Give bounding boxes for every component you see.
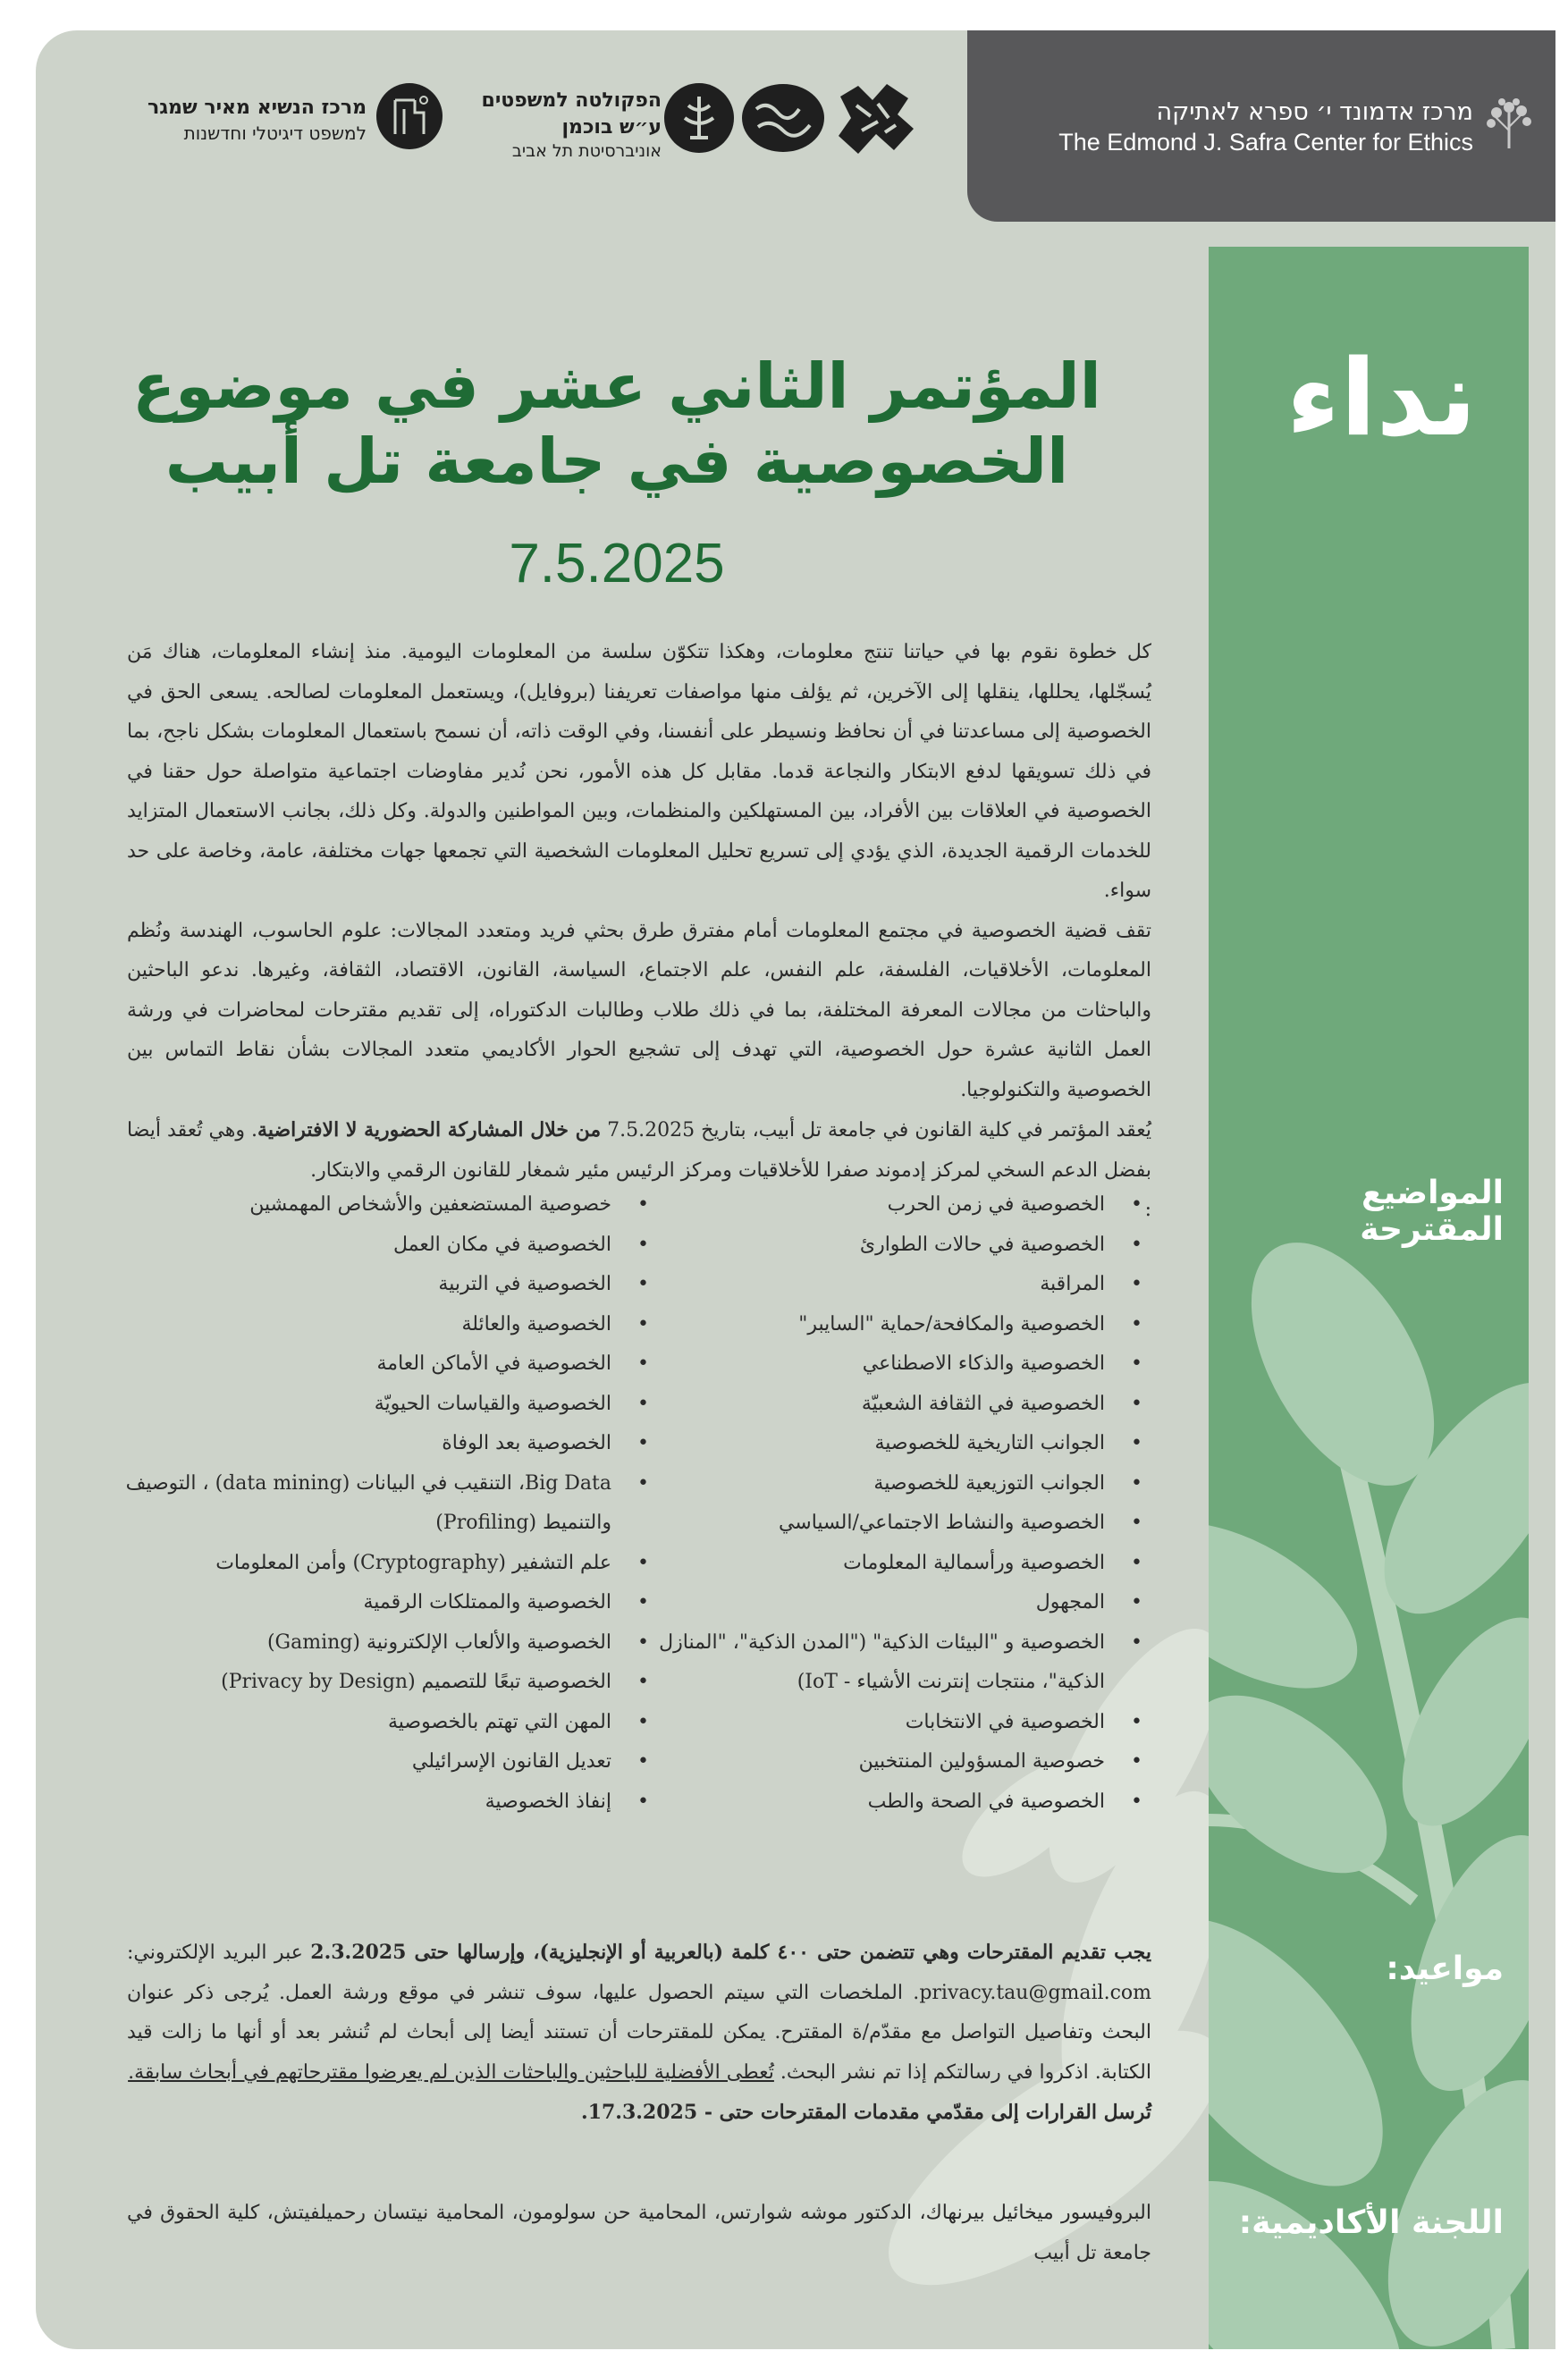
faculty-line-2: ע״ש בוכמן	[561, 115, 662, 139]
faculty-line-3: אוניברסיטת תל אביב	[511, 141, 662, 162]
topics-label: المواضيع المقترحة	[1360, 1175, 1504, 1248]
faculty-line-1: הפקולטה למשפטים	[481, 89, 662, 112]
committee-members: البروفيسور ميخائيل بيرنهاك، الدكتور موشه شوارتس، المحامية حن سولومون، المحامية نيتسان رحميلفيتش، كلية الحقوق في جامعة تل أبيب	[127, 2202, 1151, 2264]
topic-item: • الخصوصية تبعًا للتصميم (Privacy by Design)	[107, 1663, 658, 1703]
topic-item: • الخصوصية والذكاء الاصطناعي	[597, 1344, 1151, 1385]
topic-item: • الخصوصية في مكان العمل	[107, 1226, 658, 1266]
shamgar-center-name: מרכז הנשיא מאיר שמגר	[147, 97, 367, 119]
topic-item: • المجهول	[597, 1583, 1151, 1623]
maze-emblem-icon	[831, 79, 917, 159]
tau-emblem-icon	[663, 82, 735, 154]
page-title	[107, 349, 1126, 499]
title-line-1: المؤتمر الثاني عشر في موضوع	[132, 350, 1101, 423]
topic-item: • المهن التي تهتم بالخصوصية	[107, 1703, 658, 1743]
topics-right-column	[597, 1185, 1151, 1822]
topic-item: • الخصوصية والنشاط الاجتماعي/السياسي	[597, 1504, 1151, 1544]
sidebar	[1209, 247, 1529, 2349]
decisions-deadline: تُرسل القرارات إلى مقدّمي مقدمات المقترحات حتى - 17.3.2025.	[581, 2101, 1151, 2124]
topic-item: • الخصوصية والمكافحة/حماية "السايبر"	[597, 1305, 1151, 1345]
deadlines-label: مواعيد:	[1386, 1951, 1504, 1987]
support-text: . وهي تُعقد أيضا بفضل الدعم السخي لمركز إدموند صفرا للأخلاقيات ومركز الرئيس مئير شمغار للقانون الرقمي والابتكار.	[127, 1119, 1151, 1182]
deadlines-text	[127, 1933, 1151, 2133]
intro-paragraph-1: كل خطوة نقوم بها في حياتنا تنتج معلومات، وهكذا تتكوّن سلسة من المعلومات اليومية. منذ إنشاء المعلومات، هناك مَن يُسجّلها، يحللها، ينقلها إلى الآخرين، ثم يؤلف منها مواصفات تعريفنا (بروفايل)، ويستعمل المعلومات لصالحه. يسعى الحق في الخصوصية إلى مساعدتنا في أن نحافظ ونسيطر على أنفسنا، وفي الوقت ذاته، أن نسمح باستعمال المعلومات بشكل ناجح، بما في ذلك تسويقها لدفع الابتكار والنجاعة قدما. مقابل كل هذه الأمور، نحن نُدير مفاوضات اجتماعية متواصلة حول حقنا في الخصوصية في العلاقات بين الأفراد، بين المستهلكين والمنظمات، وبين المواطنين والدولة. وكل ذلك، بجانب الاستعمال المتزايد للخدمات الرقمية الجديدة، الذي يؤدي إلى تسريع تحليل المعلومات الشخصية التي تجمعها جهات مختلفة، عامة، وخاصة على حد سواء.	[127, 641, 1151, 902]
topic-item: • الجوانب التوزيعية للخصوصية	[597, 1464, 1151, 1504]
intro-colon: :	[1144, 1199, 1151, 1221]
shamgar-center-subtitle: למשפט דיגיטלי וחדשנות	[183, 122, 367, 144]
priority-note: تُعطى الأفضلية للباحثين والباحثات الذين لم يعرضوا مقترحاتهم في أبحاث سابقة.	[128, 2060, 774, 2084]
intro-text	[127, 633, 1151, 1231]
topic-item: • الخصوصية والألعاب الإلكترونية (Gaming)	[107, 1623, 658, 1664]
topic-item: • الخصوصية في الصحة والطب	[597, 1782, 1151, 1823]
email-link[interactable]: privacy.tau@gmail.com	[919, 1981, 1151, 2004]
topic-item: • الخصوصية في التربية	[107, 1265, 658, 1305]
topic-item: • المراقبة	[597, 1265, 1151, 1305]
ethics-center-header	[967, 30, 1555, 222]
sidebar-leaves	[1209, 247, 1529, 2349]
topic-item: • الخصوصية ورأسمالية المعلومات	[597, 1544, 1151, 1584]
topic-item: • خصوصية المستضعفين والأشخاص المهمشين	[107, 1185, 658, 1226]
deadlines-rest: . الملخصات التي سيتم الحصول عليها، سوف تنشر في موقع ورشة العمل. يُرجى ذكر عنوان البحث وتفاصيل التواصل مع مقدّم/ة المقترح. يمكن للمقترحات أن تستند أيضا إلى أبحاث لم تُنشر بعد أو أنها ما زالت قيد الكتابة. اذكروا في رسالتكم إذا تم نشر البحث.	[127, 1981, 1151, 2084]
topic-item: • الخصوصية بعد الوفاة	[107, 1424, 658, 1464]
deadline-submission: يجب تقديم المقترحات وهي تتضمن حتى ٤٠٠ كلمة (بالعربية أو الإنجليزية)، وإرسالها حتى 2.3.2025	[310, 1941, 1151, 1964]
topic-item: • تعديل القانون الإسرائيلي	[107, 1742, 658, 1782]
pattern-emblem-icon	[740, 82, 826, 154]
ethics-center-name-he: מרכז אדמונד י׳ ספרא לאתיקה	[1156, 98, 1473, 126]
topic-item: • الخصوصية في الانتخابات	[597, 1703, 1151, 1743]
tree-icon	[1484, 95, 1534, 150]
topic-item: • الخصوصية والممتلكات الرقمية	[107, 1583, 658, 1623]
topic-item: • Big Data، التنقيب في البيانات (data mining) ، التوصيف والتنميط (Profiling)	[107, 1464, 658, 1544]
topic-item: • الجوانب التاريخية للخصوصية	[597, 1424, 1151, 1464]
topic-item: • خصوصية المسؤولين المنتخبين	[597, 1742, 1151, 1782]
committee-label: اللجنة الأكاديمية:	[1238, 2204, 1504, 2241]
topic-item: • الخصوصية في الثقافة الشعبيّة	[597, 1385, 1151, 1425]
topic-item: • الخصوصية في الأماكن العامة	[107, 1344, 658, 1385]
title-line-2: الخصوصية في جامعة تل أبيب	[164, 425, 1069, 498]
call-title: نداء	[1286, 336, 1477, 459]
deadlines-paragraph	[127, 1933, 1151, 2093]
circuit-icon	[375, 82, 443, 150]
topic-item: • علم التشفير (Cryptography) وأمن المعلومات	[107, 1544, 658, 1584]
in-person-note: من خلال المشاركة الحضورية لا الافتراضية	[257, 1118, 602, 1142]
topic-item: • الخصوصية والعائلة	[107, 1305, 658, 1345]
topic-item: • إنفاذ الخصوصية	[107, 1782, 658, 1823]
ethics-center-name-en: The Edmond J. Safra Center for Ethics	[1058, 129, 1473, 156]
topic-item: • الخصوصية في زمن الحرب	[597, 1185, 1151, 1226]
intro-paragraph-3	[127, 1110, 1151, 1191]
topic-item: • الخصوصية والقياسات الحيويّة	[107, 1385, 658, 1425]
conference-date: 7.5.2025	[509, 533, 725, 594]
topics-left-column	[107, 1185, 658, 1822]
intro-paragraph-2: تقف قضية الخصوصية في مجتمع المعلومات أمام مفترق طرق بحثي فريد ومتعدد المجالات: علوم الحاسوب، الهندسة ونُظم المعلومات، الأخلاقيات، الفلسفة، علم النفس، علم الاجتماع، السياسة، القانون، الاقتصاد، الثقافة، وغيرها. ندعو الباحثين والباحثات من مجالات المعرفة المختلفة، بما في ذلك طلاب وطالبات الدكتوراه، إلى تقديم مقترحات لمحاضرات في ورشة العمل الثانية عشرة حول الخصوصية، التي تهدف إلى تشجيع الحوار الأكاديمي متعدد المجالات بشأن نقاط التماس بين الخصوصية والتكنولوجيا.	[127, 919, 1151, 1101]
topic-item: • الخصوصية في حالات الطوارئ	[597, 1226, 1151, 1266]
email-intro: عبر البريد الإلكتروني:	[127, 1942, 311, 1964]
venue-text: يُعقد المؤتمر في كلية القانون في جامعة تل أبيب، بتاريخ 7.5.2025	[601, 1119, 1152, 1142]
topic-item: • الخصوصية و "البيئات الذكية" ("المدن الذكية"، "المنازل الذكية"، منتجات إنترنت الأشياء - IoT)	[597, 1623, 1151, 1703]
